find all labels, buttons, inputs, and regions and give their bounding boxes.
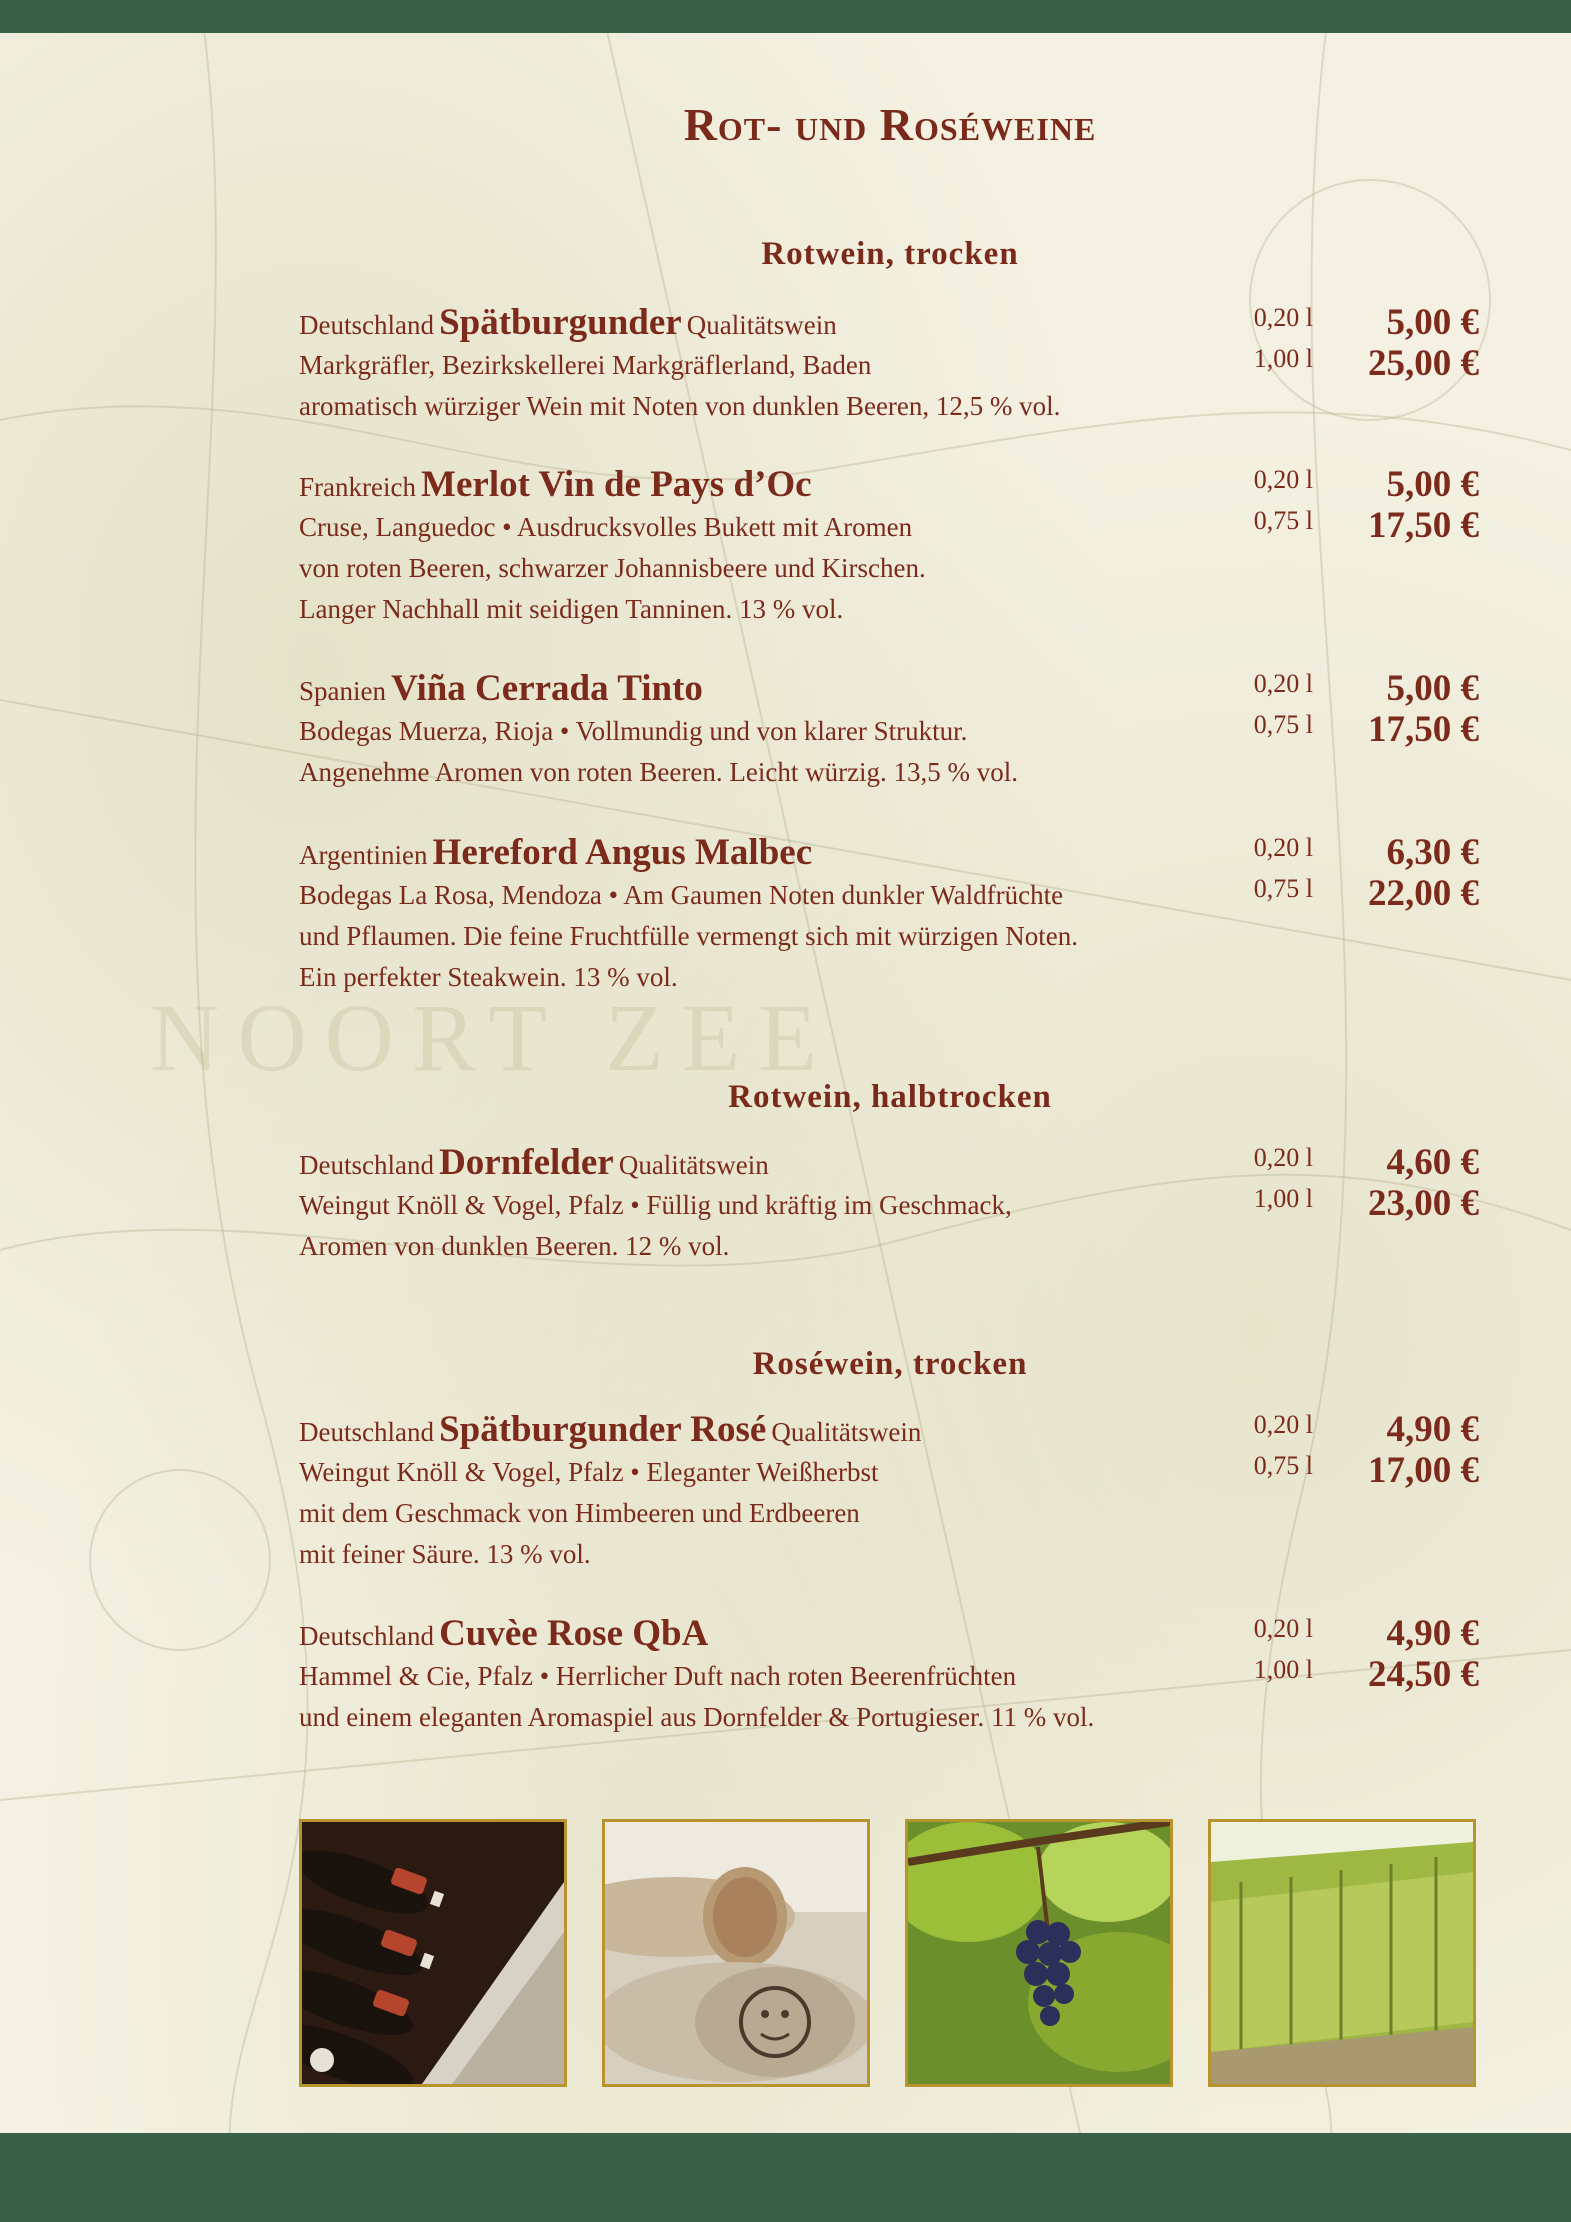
wine-price: 17,00 € — [1368, 1450, 1479, 1491]
wine-description-line: Bodegas Muerza, Rioja • Vollmundig und von klarer Struktur. — [299, 716, 968, 746]
wine-description-line: und Pflaumen. Die feine Fruchtfülle vermengt sich mit würzigen Noten. — [299, 921, 1079, 951]
wine-country: Argentinien — [299, 840, 428, 870]
wine-price: 4,60 € — [1386, 1142, 1479, 1183]
photo-corks — [602, 1819, 870, 2087]
wine-description-line: aromatisch würziger Wein mit Noten von dunklen Beeren, 12,5 % vol. — [299, 391, 1061, 421]
wine-quality: Qualitätswein — [686, 310, 837, 340]
bottom-band — [0, 2133, 1571, 2222]
wine-item — [299, 667, 1479, 793]
wine-description-line: und einem eleganten Aromaspiel aus Dornfelder & Portugieser. 11 % vol. — [299, 1702, 1095, 1732]
watermark-text: NOORT ZEE — [150, 984, 836, 1091]
wine-price: 25,00 € — [1368, 343, 1479, 384]
wine-price: 4,90 € — [1386, 1409, 1479, 1450]
wine-name: Merlot Vin de Pays d’Oc — [421, 464, 812, 505]
wine-price: 5,00 € — [1386, 464, 1479, 505]
wine-name: Viña Cerrada Tinto — [391, 668, 703, 709]
wine-volume: 0,20 l — [1253, 303, 1313, 332]
wine-country: Deutschland — [299, 310, 434, 340]
wine-name: Dornfelder — [439, 1142, 614, 1183]
wine-country: Spanien — [299, 676, 386, 706]
wine-volume: 0,75 l — [1253, 1451, 1313, 1480]
wine-price: 17,50 € — [1368, 505, 1479, 546]
section-title-rotwein-halbtrocken: Rotwein, halbtrocken — [728, 1079, 1052, 1115]
wine-country: Deutschland — [299, 1417, 434, 1447]
wine-country: Deutschland — [299, 1621, 434, 1651]
wine-volume: 0,20 l — [1253, 669, 1313, 698]
photo-wine-bottles — [299, 1819, 567, 2087]
wine-item — [299, 1141, 1479, 1267]
wine-description-line: Langer Nachhall mit seidigen Tanninen. 13 % vol. — [299, 594, 844, 624]
photo-grapes — [905, 1819, 1173, 2087]
wine-volume: 0,20 l — [1253, 1410, 1313, 1439]
photo-vineyard — [1208, 1819, 1476, 2087]
wine-country: Frankreich — [299, 472, 416, 502]
wine-volume: 0,75 l — [1253, 710, 1313, 739]
wine-description-line: mit feiner Säure. 13 % vol. — [299, 1539, 591, 1569]
wine-price: 5,00 € — [1386, 302, 1479, 343]
wine-item — [299, 301, 1479, 427]
wine-description-line: Weingut Knöll & Vogel, Pfalz • Füllig und kräftig im Geschmack, — [299, 1190, 1012, 1220]
wine-quality: Qualitätswein — [618, 1150, 769, 1180]
page-title: Rot- und Roséweine — [683, 99, 1097, 150]
section-title-rosewein-trocken: Roséwein, trocken — [752, 1346, 1028, 1382]
wine-volume: 0,20 l — [1253, 1143, 1313, 1172]
wine-description-line: von roten Beeren, schwarzer Johannisbeere und Kirschen. — [299, 553, 926, 583]
wine-price: 23,00 € — [1368, 1183, 1479, 1224]
wine-description-line: Angenehme Aromen von roten Beeren. Leicht würzig. 13,5 % vol. — [299, 757, 1019, 787]
wine-volume: 0,75 l — [1253, 506, 1313, 535]
wine-description-line: mit dem Geschmack von Himbeeren und Erdbeeren — [299, 1498, 860, 1528]
wine-description-line: Ein perfekter Steakwein. 13 % vol. — [299, 962, 678, 992]
wine-name: Cuvèe Rose QbA — [439, 1613, 709, 1654]
wine-description-line: Hammel & Cie, Pfalz • Herrlicher Duft nach roten Beerenfrüchten — [299, 1661, 1017, 1691]
wine-item — [299, 1612, 1479, 1738]
wine-name: Spätburgunder Rosé — [439, 1409, 767, 1450]
wine-item — [299, 1408, 1479, 1575]
wine-volume: 0,20 l — [1253, 1614, 1313, 1643]
top-band — [0, 0, 1571, 33]
wine-country: Deutschland — [299, 1150, 434, 1180]
wine-price: 6,30 € — [1386, 832, 1479, 873]
wine-price: 4,90 € — [1386, 1613, 1479, 1654]
wine-price: 17,50 € — [1368, 709, 1479, 750]
wine-item — [299, 831, 1479, 998]
wine-item — [299, 463, 1479, 630]
wine-description-line: Aromen von dunklen Beeren. 12 % vol. — [299, 1231, 730, 1261]
wine-description-line: Weingut Knöll & Vogel, Pfalz • Eleganter Weißherbst — [299, 1457, 879, 1487]
wine-volume: 0,75 l — [1253, 874, 1313, 903]
wine-price: 24,50 € — [1368, 1654, 1479, 1695]
wine-volume: 1,00 l — [1253, 1184, 1313, 1213]
wine-price: 5,00 € — [1386, 668, 1479, 709]
wine-quality: Qualitätswein — [771, 1417, 922, 1447]
wine-name: Hereford Angus Malbec — [432, 832, 813, 873]
wine-description-line: Markgräfler, Bezirkskellerei Markgräflerland, Baden — [299, 350, 872, 380]
wine-volume: 0,20 l — [1253, 465, 1313, 494]
section-title-rotwein-trocken: Rotwein, trocken — [761, 236, 1019, 272]
wine-name: Spätburgunder — [439, 302, 682, 343]
wine-price: 22,00 € — [1368, 873, 1479, 914]
wine-volume: 1,00 l — [1253, 1655, 1313, 1684]
wine-description-line: Bodegas La Rosa, Mendoza • Am Gaumen Noten dunkler Waldfrüchte — [299, 880, 1064, 910]
wine-volume: 0,20 l — [1253, 833, 1313, 862]
wine-description-line: Cruse, Languedoc • Ausdrucksvolles Bukett mit Aromen — [299, 512, 913, 542]
wine-volume: 1,00 l — [1253, 344, 1313, 373]
